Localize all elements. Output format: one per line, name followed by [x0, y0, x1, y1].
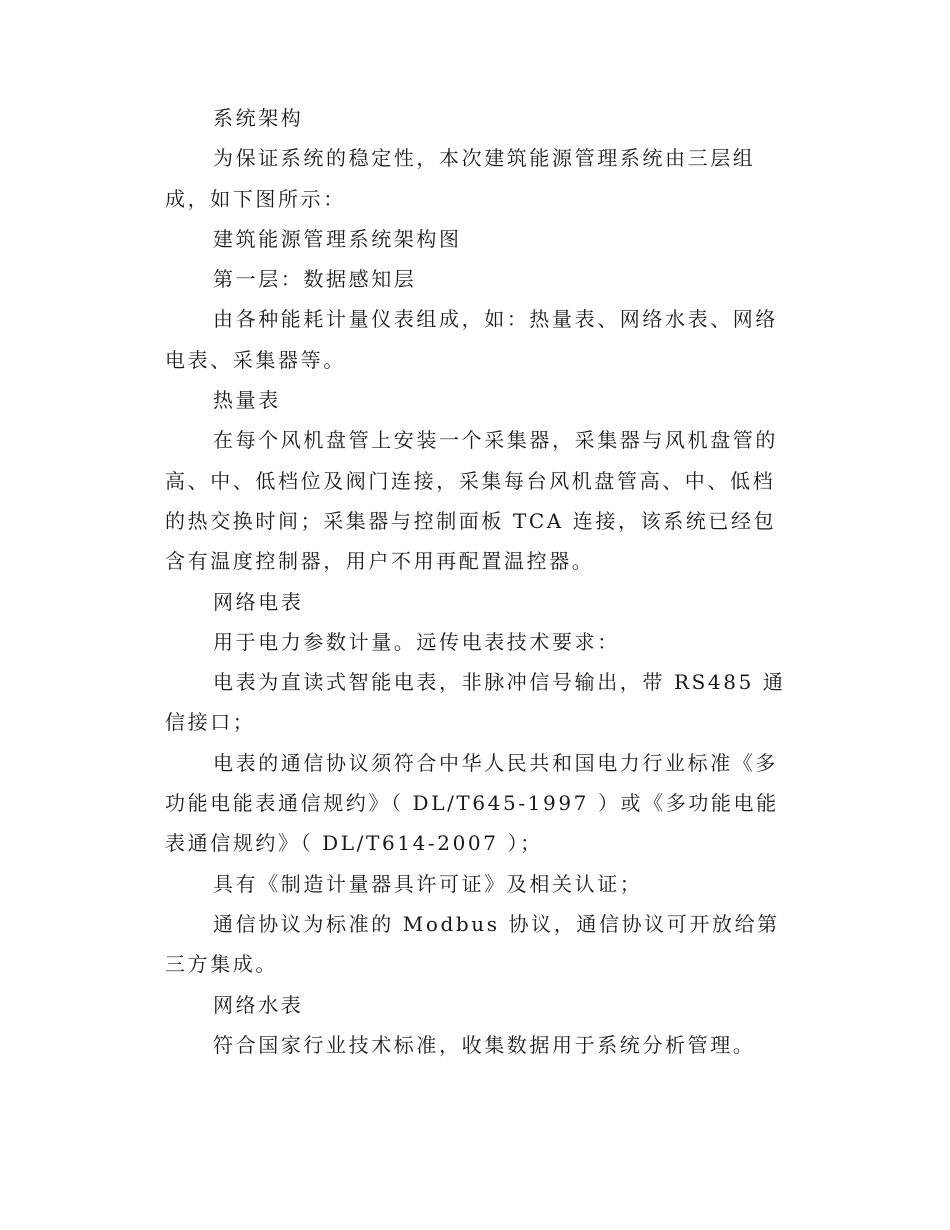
paragraph-heat-meter: 在每个风机盘管上安装一个采集器，采集器与风机盘管的高、中、低档位及阀门连接，采集每台风机盘管高、中、低档的热交换时间；采集器与控制面板 TCA 连接，该系统已经包含有温度控制器，用户不用再配置温控器。: [165, 428, 778, 574]
section-heading-architecture: 系统架构: [213, 106, 304, 130]
section-heading-electric-meter: 网络电表: [213, 589, 304, 614]
figure-caption: 建筑能源管理系统架构图: [213, 226, 462, 251]
section-heading-water-meter: 网络水表: [213, 992, 304, 1017]
document-body: [165, 98, 790, 1065]
paragraph-electric-protocol: 电表的通信协议须符合中华人民共和国电力行业标准《多功能电能表通信规约》（ DL/T645-1997 ）或《多功能电能表通信规约》（ DL/T614-2007 ）；: [165, 750, 779, 856]
section-heading-heat-meter: 热量表: [213, 388, 281, 413]
paragraph-layer-one: 由各种能耗计量仪表组成，如：热量表、网络水表、网络电表、采集器等。: [165, 307, 778, 372]
paragraph-water-meter: 符合国家行业技术标准，收集数据用于系统分析管理。: [213, 1032, 756, 1057]
paragraph-electric-usage: 用于电力参数计量。远传电表技术要求：: [213, 629, 620, 654]
section-heading-layer-one: 第一层：数据感知层: [213, 267, 417, 292]
paragraph-electric-direct-read: 电表为直读式智能电表，非脉冲信号输出，带 RS485 通信接口；: [165, 670, 786, 735]
paragraph-electric-modbus: 通信协议为标准的 Modbus 协议，通信协议可开放给第三方集成。: [165, 911, 780, 977]
paragraph-electric-license: 具有《制造计量器具许可证》及相关认证；: [213, 871, 643, 896]
paragraph-intro: 为保证系统的稳定性，本次建筑能源管理系统由三层组成，如下图所示：: [165, 146, 756, 211]
